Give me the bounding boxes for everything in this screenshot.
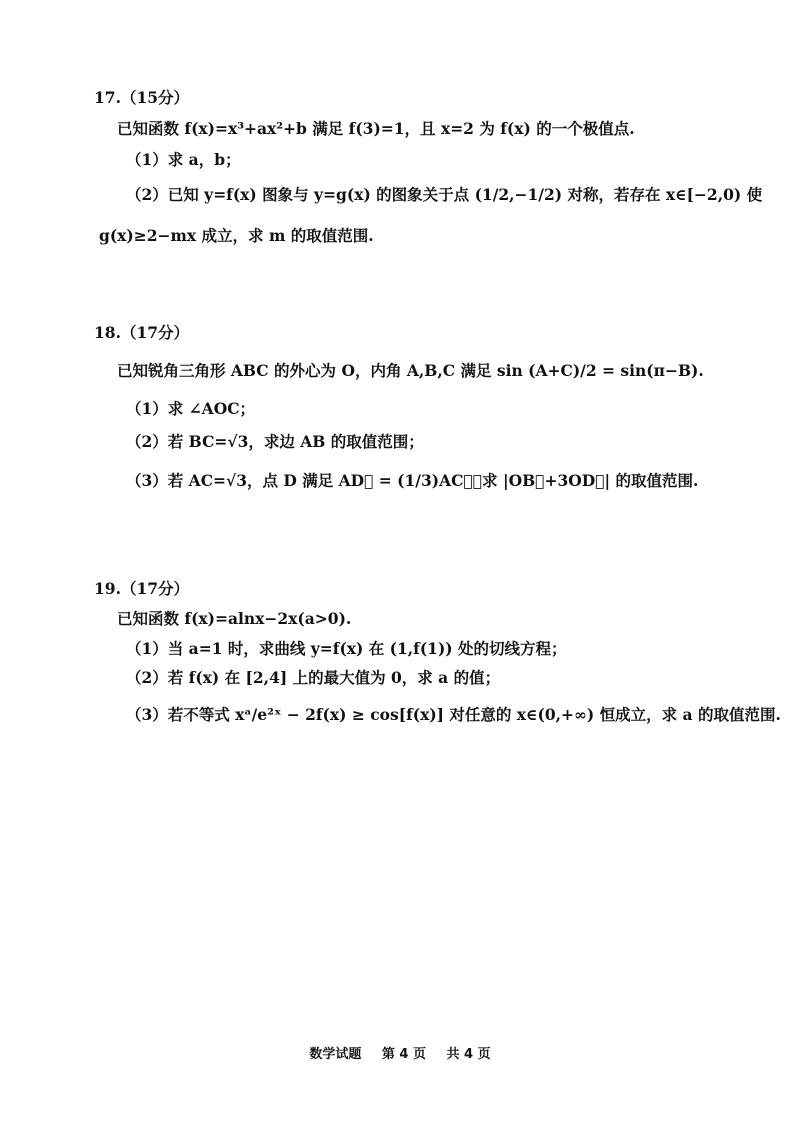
problem-18-part-1: （1）求 ∠AOC； [126,399,256,418]
page-footer [0,1043,800,1062]
problem-19-part-2: （2）若 f(x) 在 [2,4] 上的最大值为 0，求 a 的值； [126,668,501,687]
problem-18-header: 18.（17分） [94,323,190,342]
footer-total-pages: 共 4 页 [446,1047,491,1062]
problem-19-part-1: （1）当 a=1 时，求曲线 y=f(x) 在 (1,f(1)) 处的切线方程； [126,639,567,658]
problem-19-part-3: （3）若不等式 xᵃ/e²ˣ − 2f(x) ≥ cos[f(x)] 对任意的 x∈(0,+∞) 恒成立，求 a 的取值范围. [126,705,781,724]
problem-18-part-2: （2）若 BC=√3，求边 AB 的取值范围； [126,432,424,451]
problem-17-header: 17.（15分） [94,88,190,107]
problem-19-stem: 已知函数 f(x)=alnx−2x(a>0). [117,609,352,628]
problem-17-part-2-cont: g(x)≥2−mx 成立，求 m 的取值范围. [99,226,374,245]
problem-18-stem: 已知锐角三角形 ABC 的外心为 O，内角 A,B,C 满足 sin (A+C)/2 = sin(π−B). [117,361,704,380]
problem-19-header: 19.（17分） [94,579,190,598]
problem-18-part-3: （3）若 AC=√3，点 D 满足 AD⃗ = (1/3)AC⃗，求 |OB⃗+3OD⃗| 的取值范围. [126,471,699,490]
problem-17-part-1: （1）求 a，b； [126,150,241,169]
problem-17-part-2: （2）已知 y=f(x) 图象与 y=g(x) 的图象关于点 (1/2,−1/2) 对称，若存在 x∈[−2,0) 使 [126,185,763,204]
footer-subject: 数学试题 [309,1047,362,1062]
problem-17-stem: 已知函数 f(x)=x³+ax²+b 满足 f(3)=1，且 x=2 为 f(x) 的一个极值点. [117,119,635,138]
footer-page-number: 第 4 页 [381,1047,426,1062]
